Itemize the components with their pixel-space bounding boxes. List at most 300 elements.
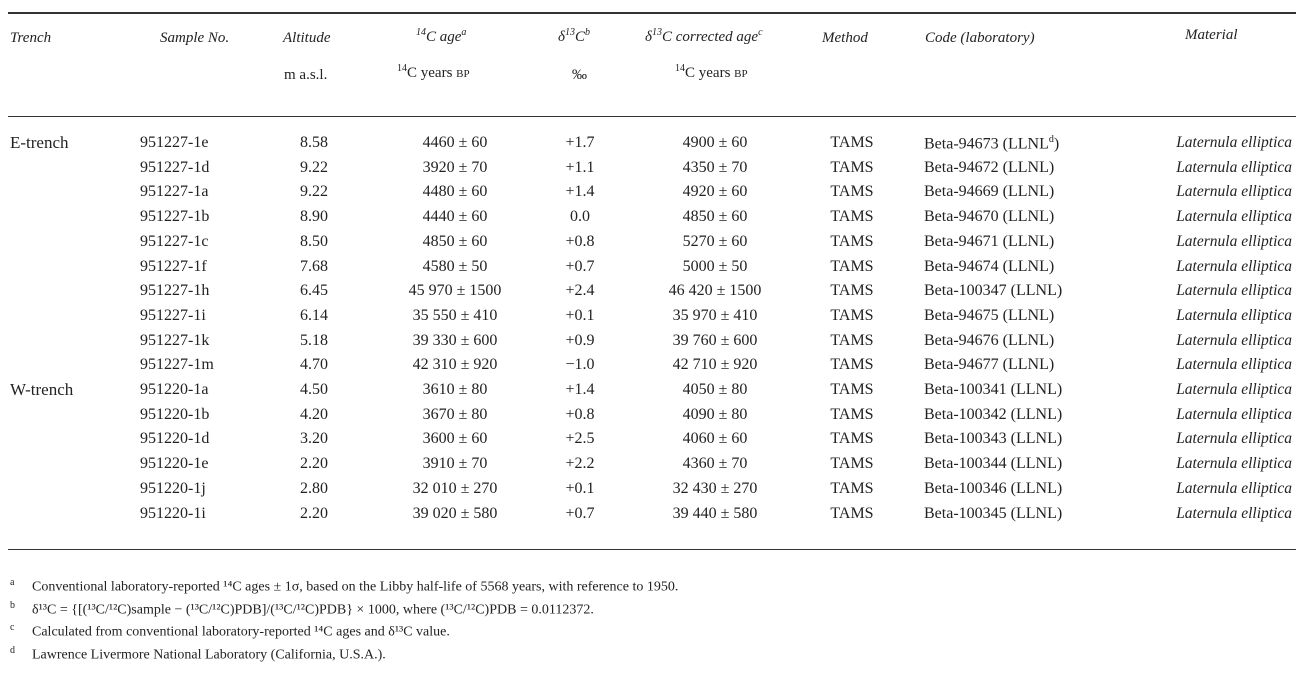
delta-c13-cell [545,183,615,201]
sample-cell-text: 951227-1k [140,332,210,349]
c14-age-cell-text: 3610 ± 80 [422,381,488,398]
material-cell-text: Laternula elliptica [1176,258,1292,275]
header-corrected-delta: δ [645,29,652,45]
altitude-cell-text: 6.45 [300,282,328,299]
method-cell-text: TAMS [830,332,874,349]
delta-c13-cell-text: 0.0 [570,208,590,225]
material-cell [1136,455,1292,473]
lab-code-cell-text: Beta-94675 (LLNL) [924,307,1055,324]
method-cell-text: TAMS [830,208,874,225]
altitude-cell [280,208,348,226]
sample-cell-text: 951220-1a [140,381,209,398]
sample-cell [140,258,260,276]
c14-age-cell-text: 45 970 ± 1500 [408,282,502,299]
footnote-c [10,622,450,641]
sample-cell [140,430,260,448]
method-cell [812,183,892,201]
c14-age-cell [365,430,545,448]
footnote-mark: b [10,600,15,611]
lab-code-cell-text: Beta-100343 (LLNL) [924,430,1063,447]
altitude-cell-text: 7.68 [300,258,328,275]
sample-cell [140,480,260,498]
sample-cell-text: 951227-1d [140,159,210,176]
delta-c13-cell-text: +2.4 [565,282,595,299]
method-cell [812,282,892,300]
altitude-cell [280,282,348,300]
altitude-cell [280,455,348,473]
delta-c13-cell [545,430,615,448]
lab-code-cell-text: Beta-100342 (LLNL) [924,406,1063,423]
c14-age-cell [365,307,545,325]
method-cell-text: TAMS [830,258,874,275]
altitude-cell-text: 8.90 [300,208,328,225]
sample-cell [140,381,260,399]
delta-c13-cell-text: +2.5 [565,430,595,447]
corrected-age-cell-text: 4060 ± 60 [682,430,748,447]
top-rule [8,12,1296,14]
method-cell-text: TAMS [830,282,874,299]
corrected-age-cell-text: 42 710 ± 920 [672,356,758,373]
lab-code-cell [924,455,1134,473]
material-cell [1136,258,1292,276]
delta-c13-cell-text: +0.1 [565,480,595,497]
c14-age-cell [365,208,545,226]
sample-cell-text: 951227-1i [140,307,206,324]
c14-age-cell-text: 4580 ± 50 [422,258,488,275]
material-cell [1136,183,1292,201]
delta-c13-cell-text: +0.1 [565,307,595,324]
delta-c13-cell-text: +0.7 [565,505,595,522]
corrected-age-cell-text: 4360 ± 70 [682,455,748,472]
corrected-age-cell-text: 4090 ± 80 [682,406,748,423]
corrected-age-cell [625,134,805,152]
lab-code-cell-text: Beta-100347 (LLNL) [924,282,1063,299]
footnote-text: δ¹³C = {[(¹³C/¹²C)sample − (¹³C/¹²C)PDB]/(¹³C/¹²C)PDB} × 1000, where (¹³C/¹²C)PDB = 0.0112372. [32,602,594,618]
delta-c13-cell [545,307,615,325]
method-cell-text: TAMS [830,480,874,497]
corrected-age-cell [625,159,805,177]
c14-age-cell-text: 39 330 ± 600 [412,332,498,349]
material-cell-text: Laternula elliptica [1176,332,1292,349]
sample-cell [140,406,260,424]
sample-cell [140,233,260,251]
material-cell-text: Laternula elliptica [1176,159,1292,176]
sample-cell [140,356,260,374]
header-delta-note: b [585,27,590,38]
c14-age-cell [365,381,545,399]
c14-age-cell [365,258,545,276]
corrected-age-cell-text: 5270 ± 60 [682,233,748,250]
header-method: Method [822,30,868,46]
footnote-mark: d [10,645,15,656]
lab-code-cell [924,356,1134,374]
header-sample: Sample No. [160,30,230,46]
corrected-age-cell-text: 32 430 ± 270 [672,480,758,497]
lab-code-cell-text: Beta-94677 (LLNL) [924,356,1055,373]
material-cell [1136,505,1292,523]
corrected-age-cell-text: 5000 ± 50 [682,258,748,275]
sample-cell [140,307,260,325]
c14-age-cell [365,233,545,251]
header-delta-sup: 13 [564,27,575,38]
c14-age-cell-text: 39 020 ± 580 [412,505,498,522]
delta-c13-cell [545,208,615,226]
method-cell-text: TAMS [830,183,874,200]
corrected-age-cell [625,183,805,201]
delta-c13-cell [545,258,615,276]
lab-code-cell [924,208,1134,226]
method-cell-text: TAMS [830,159,874,176]
material-cell [1136,159,1292,177]
lab-code-cell-text: Beta-94672 (LLNL) [924,159,1055,176]
method-cell-text: TAMS [830,233,874,250]
delta-c13-cell-text: +1.4 [565,381,595,398]
header-age-unit-text: C years [407,65,453,81]
header-material: Material [1185,27,1238,43]
material-cell [1136,356,1292,374]
delta-c13-cell [545,480,615,498]
method-cell [812,208,892,226]
material-cell-text: Laternula elliptica [1176,307,1292,324]
corrected-age-cell-text: 4350 ± 70 [682,159,748,176]
altitude-cell [280,258,348,276]
delta-c13-cell-text: +1.1 [565,159,595,176]
sample-cell [140,282,260,300]
bottom-rule [8,549,1296,550]
method-cell-text: TAMS [830,430,874,447]
c14-age-cell [365,356,545,374]
header-rule [8,116,1296,117]
lab-code-cell-text: Beta-94673 (LLNL [924,135,1049,153]
sample-cell-text: 951227-1e [140,134,209,151]
footnote-mark: a [10,577,15,588]
header-age-text: C age [426,29,462,45]
corrected-age-cell [625,381,805,399]
delta-c13-cell [545,455,615,473]
corrected-age-cell [625,480,805,498]
header-altitude-unit: m a.s.l. [284,67,328,83]
c14-age-cell [365,183,545,201]
altitude-cell-text: 3.20 [300,430,328,447]
material-cell-text: Laternula elliptica [1176,356,1292,373]
lab-code-footnote-mark: d [1048,134,1054,145]
c14-age-cell-text: 3910 ± 70 [422,455,488,472]
altitude-cell [280,332,348,350]
header-age-note: a [461,27,467,38]
material-cell-text: Laternula elliptica [1176,505,1292,522]
method-cell [812,307,892,325]
material-cell [1136,208,1292,226]
header-age [416,27,466,46]
sample-cell-text: 951220-1e [140,455,209,472]
header-age-unit-bp: BP [456,68,470,80]
corrected-age-cell [625,258,805,276]
method-cell [812,159,892,177]
altitude-cell [280,233,348,251]
c14-age-cell-text: 3600 ± 60 [422,430,488,447]
c14-age-cell-text: 4850 ± 60 [422,233,488,250]
material-cell-text: Laternula elliptica [1176,430,1292,447]
method-cell-text: TAMS [830,356,874,373]
corrected-age-cell [625,356,805,374]
material-cell [1136,332,1292,350]
corrected-age-cell-text: 46 420 ± 1500 [668,282,762,299]
method-cell [812,455,892,473]
altitude-cell-text: 2.20 [300,455,328,472]
corrected-age-cell [625,208,805,226]
delta-c13-cell [545,356,615,374]
header-trench: Trench [10,30,52,46]
sample-cell [140,505,260,523]
material-cell-text: Laternula elliptica [1176,282,1292,299]
lab-code-cell-text: Beta-100346 (LLNL) [924,480,1063,497]
header-altitude: Altitude [283,30,331,46]
delta-c13-cell-text: +0.7 [565,258,595,275]
footnote-text: Calculated from conventional laboratory-reported ¹⁴C ages and δ¹³C value. [32,624,450,640]
corrected-age-cell [625,307,805,325]
altitude-cell-text: 8.58 [300,134,328,151]
corrected-age-cell-text: 39 760 ± 600 [672,332,758,349]
lab-code-cell-text: Beta-94670 (LLNL) [924,208,1055,225]
sample-cell [140,208,260,226]
c14-age-cell [365,134,545,152]
corrected-age-cell-text: 4050 ± 80 [682,381,748,398]
material-cell-text: Laternula elliptica [1176,134,1292,151]
lab-code-cell [924,233,1134,251]
header-age-unit [397,63,470,82]
c14-age-cell-text: 4460 ± 60 [422,134,488,151]
lab-code-cell [924,381,1134,399]
lab-code-cell [924,183,1134,201]
header-corrected-sup: 13 [651,27,662,38]
corrected-age-cell [625,233,805,251]
lab-code-cell-text: Beta-94671 (LLNL) [924,233,1055,250]
lab-code-cell-text: Beta-100344 (LLNL) [924,455,1063,472]
method-cell [812,134,892,152]
delta-c13-cell [545,159,615,177]
corrected-age-cell [625,455,805,473]
method-cell [812,381,892,399]
delta-c13-cell-text: +0.8 [565,233,595,250]
lab-code-cell [924,307,1134,325]
c14-age-cell-text: 3670 ± 80 [422,406,488,423]
corrected-age-cell [625,505,805,523]
material-cell [1136,233,1292,251]
lab-code-cell-text: Beta-94674 (LLNL) [924,258,1055,275]
material-cell-text: Laternula elliptica [1176,480,1292,497]
material-cell-text: Laternula elliptica [1176,455,1292,472]
altitude-cell-text: 4.70 [300,356,328,373]
sample-cell-text: 951227-1b [140,208,210,225]
header-delta-symbol: δ [558,29,565,45]
corrected-age-cell [625,332,805,350]
sample-cell-text: 951227-1a [140,183,209,200]
c14-age-cell-text: 3920 ± 70 [422,159,488,176]
header-corrected-note: c [758,27,763,38]
method-cell-text: TAMS [830,381,874,398]
method-cell [812,480,892,498]
method-cell-text: TAMS [830,455,874,472]
method-cell-text: TAMS [830,307,874,324]
delta-c13-cell [545,282,615,300]
material-cell-text: Laternula elliptica [1176,208,1292,225]
delta-c13-cell-text: +2.2 [565,455,595,472]
method-cell-text: TAMS [830,505,874,522]
altitude-cell-text: 9.22 [300,159,328,176]
lab-code-cell [924,332,1134,350]
delta-c13-cell [545,406,615,424]
material-cell [1136,381,1292,399]
altitude-cell [280,406,348,424]
material-cell [1136,430,1292,448]
altitude-cell [280,381,348,399]
lab-code-cell [924,505,1134,523]
footnote-mark: c [10,622,15,633]
header-corrected-unit-bp: BP [734,68,748,80]
lab-code-cell-text: Beta-94676 (LLNL) [924,332,1055,349]
c14-age-cell-text: 35 550 ± 410 [412,307,498,324]
header-corrected [645,27,763,46]
footnote-a [10,577,678,596]
lab-code-close: ) [1053,135,1060,153]
sample-cell-text: 951220-1j [140,480,206,497]
corrected-age-cell [625,282,805,300]
header-delta-c: C [574,29,585,45]
altitude-cell [280,480,348,498]
sample-cell-text: 951227-1m [140,356,214,373]
header-delta-unit: ‰ [572,67,587,83]
lab-code-cell-text: Beta-100345 (LLNL) [924,505,1063,522]
footnote-text: Lawrence Livermore National Laboratory (California, U.S.A.). [32,647,386,663]
c14-age-cell-text: 42 310 ± 920 [412,356,498,373]
c14-age-cell [365,159,545,177]
c14-age-cell [365,480,545,498]
corrected-age-cell-text: 4900 ± 60 [682,134,748,151]
footnote-text: Conventional laboratory-reported ¹⁴C ages ± 1σ, based on the Libby half-life of 5568 years, with reference to 1950. [32,579,679,595]
altitude-cell-text: 5.18 [300,332,328,349]
material-cell-text: Laternula elliptica [1176,183,1292,200]
delta-c13-cell-text: +1.4 [565,183,595,200]
material-cell-text: Laternula elliptica [1176,233,1292,250]
c14-age-cell [365,455,545,473]
sample-cell-text: 951220-1b [140,406,210,423]
footnote-b [10,600,594,619]
sample-cell-text: 951227-1c [140,233,209,250]
altitude-cell-text: 2.20 [300,505,328,522]
material-cell-text: Laternula elliptica [1176,406,1292,423]
header-age-unit-sup: 14 [397,63,407,74]
c14-age-cell [365,505,545,523]
header-delta [558,27,590,46]
header-age-sup: 14 [416,27,426,38]
altitude-cell [280,505,348,523]
method-cell [812,332,892,350]
method-cell [812,430,892,448]
lab-code-cell [924,134,1134,153]
c14-age-cell [365,332,545,350]
sample-cell [140,183,260,201]
lab-code-cell [924,406,1134,424]
group-label-w-trench: W-trench [10,380,74,399]
sample-cell-text: 951227-1f [140,258,207,275]
delta-c13-cell-text: +1.7 [565,134,595,151]
delta-c13-cell [545,505,615,523]
sample-cell [140,455,260,473]
material-cell-text: Laternula elliptica [1176,381,1292,398]
sample-cell [140,134,260,152]
header-corrected-text: C corrected age [661,29,759,45]
altitude-cell-text: 6.14 [300,307,328,324]
delta-c13-cell [545,381,615,399]
material-cell [1136,406,1292,424]
group-label-e-trench: E-trench [10,133,69,152]
header-corrected-unit-text: C years [685,65,731,81]
corrected-age-cell-text: 35 970 ± 410 [672,307,758,324]
sample-cell [140,159,260,177]
method-cell [812,258,892,276]
corrected-age-cell-text: 4850 ± 60 [682,208,748,225]
altitude-cell [280,134,348,152]
lab-code-cell [924,430,1134,448]
material-cell [1136,282,1292,300]
c14-age-cell [365,406,545,424]
altitude-cell [280,307,348,325]
altitude-cell-text: 8.50 [300,233,328,250]
delta-c13-cell-text: +0.9 [565,332,595,349]
altitude-cell [280,430,348,448]
header-code: Code (laboratory) [925,30,1035,46]
corrected-age-cell-text: 39 440 ± 580 [672,505,758,522]
lab-code-cell [924,480,1134,498]
delta-c13-cell [545,134,615,152]
material-cell [1136,480,1292,498]
altitude-cell [280,356,348,374]
lab-code-cell [924,258,1134,276]
sample-cell-text: 951220-1d [140,430,210,447]
c14-age-cell-text: 32 010 ± 270 [412,480,498,497]
corrected-age-cell [625,406,805,424]
lab-code-cell-text: Beta-100341 (LLNL) [924,381,1063,398]
c14-age-cell-text: 4480 ± 60 [422,183,488,200]
altitude-cell-text: 9.22 [300,183,328,200]
footnote-d [10,645,386,664]
method-cell [812,356,892,374]
header-corrected-unit [675,63,748,82]
method-cell-text: TAMS [830,406,874,423]
delta-c13-cell-text: −1.0 [565,356,595,373]
lab-code-cell [924,282,1134,300]
sample-cell [140,332,260,350]
method-cell-text: TAMS [830,134,874,151]
corrected-age-cell [625,430,805,448]
delta-c13-cell [545,233,615,251]
c14-age-cell [365,282,545,300]
c14-age-cell-text: 4440 ± 60 [422,208,488,225]
lab-code-cell [924,159,1134,177]
delta-c13-cell-text: +0.8 [565,406,595,423]
method-cell [812,505,892,523]
sample-cell-text: 951220-1i [140,505,206,522]
lab-code-cell-text: Beta-94669 (LLNL) [924,183,1055,200]
altitude-cell-text: 2.80 [300,480,328,497]
altitude-cell-text: 4.20 [300,406,328,423]
material-cell [1136,307,1292,325]
method-cell [812,406,892,424]
altitude-cell [280,183,348,201]
delta-c13-cell [545,332,615,350]
material-cell [1136,134,1292,152]
method-cell [812,233,892,251]
